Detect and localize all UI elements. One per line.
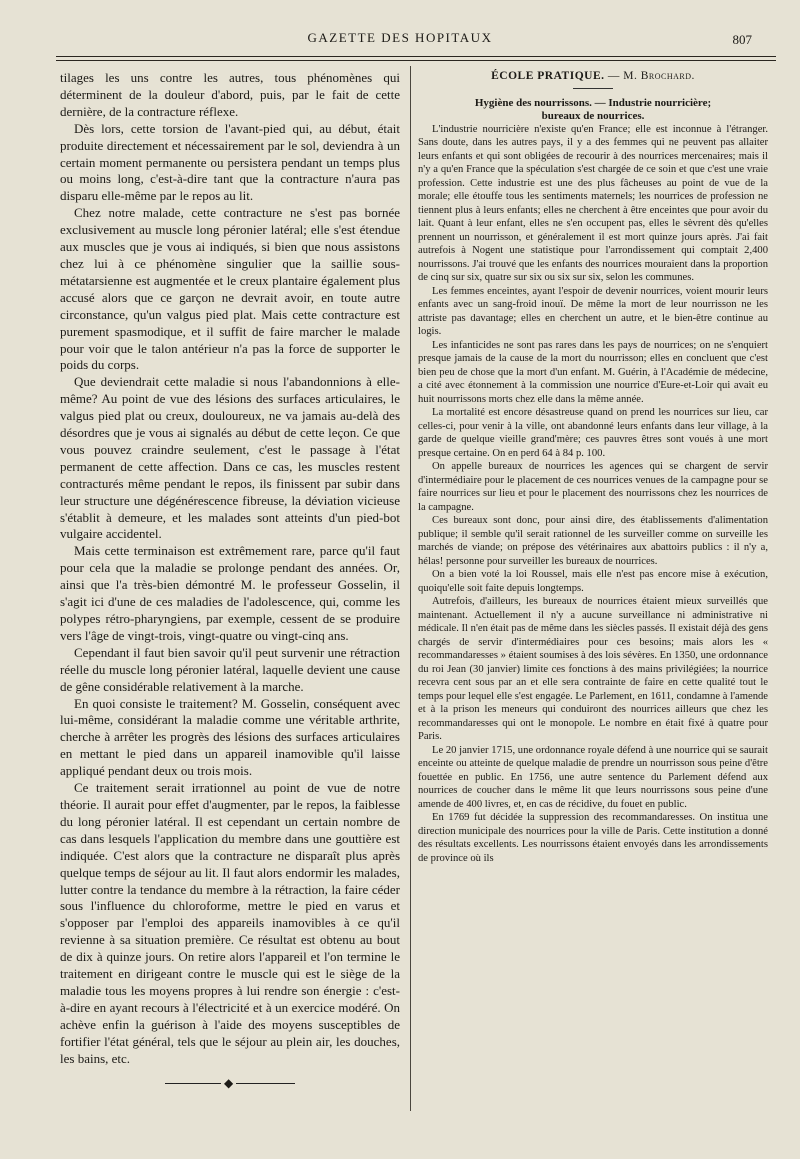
paragraph: On appelle bureaux de nourrices les agences qui se chargent de servir d'intermédiaire pour le placement de ces nourrices venues de la campagne pour se faire nourrices sur lieu et pour le placement des nourrissons chez les nourrices de la campagne. <box>418 461 768 513</box>
paragraph: En 1769 fut décidée la suppression des recommandaresses. On institua une direction municipale des nourrices pour la ville de Paris. Cette institution a donné des résultats excellents. Les nourrissons étaient envoyés dans les arrondissements de province où ils <box>418 812 768 864</box>
paragraph: Cependant il faut bien savoir qu'il peut survenir une rétraction réelle du muscle long péronier latéral, laquelle devient une cause de gêne considérable relativement à la marche. <box>60 644 400 694</box>
subtitle-line-1: Hygiène des nourrissons. — Industrie nourricière; <box>474 96 712 109</box>
paragraph: Les femmes enceintes, ayant l'espoir de devenir nourrices, voient mourir leurs enfants avec un sang-froid inouï. De même la mort de leur nourrisson ne les attriste pas davantage; elles en cherchent un autre, et le bien-être continue au logis. <box>418 285 768 337</box>
section-heading <box>418 70 768 84</box>
paragraph: Que deviendrait cette maladie si nous l'abandonnions à elle-même? Au point de vue des lésions des surfaces articulaires, le valgus pied plat ou creux, douloureux, ne va jamais au-delà des désordres que je vous ai signalés au début de cette leçon. Ce que vous pouvez craindre seulement, c'est le passage à l'état permanent de cette affection. Dans ce cas, les muscles restent contracturés même pendant le repos, ils finissent par subir dans leur structure une dégénérescence fibreuse, la déviation vicieuse s'établit à demeure, et les malades sont atteints d'un pied-bot vulgaire accidentel. <box>60 374 400 542</box>
paragraph: Ces bureaux sont donc, pour ainsi dire, des établissements d'alimentation publique; il semble qu'il serait rationnel de les surveiller comme on surveille les marchés de viande; on prépose des vétérinaires aux abattoirs publics : il n'y a, hélas! personne pour surveiller les bureaux de nourrices. <box>418 515 768 567</box>
header-rule <box>56 56 776 57</box>
paragraph: Le 20 janvier 1715, une ordonnance royale défend à une nourrice qui se saurait enceinte ou atteinte de quelque maladie de prendre un nourrisson sous peine d'être fouettée en public. En 1756, une autre sentence du Parlement défend aux nourrices de coucher dans le même lit que leurs nourrissons sous peine d'une amende de 400 livres, et, en cas de récidive, du fouet en public. <box>418 744 768 810</box>
section-rule <box>573 88 613 89</box>
right-column <box>418 70 768 865</box>
section-author: — M. Brochard. <box>607 70 695 82</box>
paragraph: L'industrie nourricière n'existe qu'en France; elle est inconnue à l'étranger. Sans doute, dans les autres pays, il y a des femmes qui ne peuvent pas allaiter leurs enfants et qui sont obligées de recourir à des nourrices mercenaires; mais il n'y a qu'en France que la spéculation s'est chargée de ce soin et que c'est une vraie profession. Cette industrie est une des plus fâcheuses au point de vue de la morale; elle étouffe tous les sentiments maternels; les nourrices de profession ne tiennent plus à leurs enfants; elles ne cherchent à être enceintes que pour avoir du lait. Quant à leur enfant, elles ne s'en occupent pas, elles le sèvrent dès qu'elles prennent un nourrisson, et généralement il est mort quinze jours après. J'ai fait autrefois à Nogent une statistique pour l'arrondissement qui comptait 2,400 nourrissons. J'ai trouvé que les enfants des nourrices mouraient dans la proportion de cinq sur six, quatre sur six ou six sur six, selon les communes. <box>418 123 768 283</box>
header-rule-secondary <box>56 60 776 61</box>
subtitle-line-2: bureaux de nourrices. <box>541 109 645 122</box>
paragraph: Dès lors, cette torsion de l'avant-pied qui, au début, était produite directement et nécessairement par le sol, deviendra à un certain moment permanente ou persistera pendant un temps plus ou moins long, c'est-à-dire tant que la contracture n'aura pas disparu elle-même par le repos au lit. <box>60 120 400 204</box>
paragraph: En quoi consiste le traitement? M. Gosselin, conséquent avec lui-même, considérant la maladie comme une véritable arthrite, cherche à arrêter les progrès des lésions des surfaces articulaires en mettant le pied dans un appareil inamovible qu'il laisse appliqué pendant deux ou trois mois. <box>60 695 400 779</box>
paragraph: Chez notre malade, cette contracture ne s'est pas bornée exclusivement au muscle long péronier latéral; elle s'est étendue aux muscles que je vous ai indiqués, si bien que nous assistons chez lui à ce phénomène singulier que la saillie sous-métatarsienne est augmentée et le creux plantaire également plus accusé alors que ce garçon ne devrait avoir, en toute autre circonstance, qu'un valgus pied plat. Mais cette contracture est purement spasmodique, et il suffit de faire marcher le malade pour voir que le talon antérieur n'a pas la force de supporter le poids du corps. <box>60 205 400 373</box>
paragraph: Autrefois, d'ailleurs, les bureaux de nourrices étaient mieux surveillés que maintenant. Actuellement il n'y a aucune surveillance ni administrative ni médicale. Il n'en était pas de même dans les siècles passés. Il existait déjà des gens chargés de servir d'intermédiaires pour ces besoins; mais alors les « recommandaresses » étaient soumises à des lois sévères. En 1350, une ordonnance du roi Jean (30 janvier) limite ces fonctions à des mains privilégiées; la nourrice recevra cent sous par an et elle sera contrainte de faire en cette qualité tout le temps pour lequel elle s'est engagée. Le Parlement, en 1611, condamne à l'amende et à la prison les meneurs qui conduiront des nourrices ailleurs que chez les recommandaresses qui ont le monopole. Le nombre en était fixé à quatre pour Paris. <box>418 596 768 742</box>
end-ornament: ◆ <box>165 1079 295 1089</box>
left-column <box>60 70 400 1089</box>
section-title: ÉCOLE PRATIQUE. <box>491 70 605 82</box>
article-subtitle <box>418 97 768 123</box>
paragraph: Mais cette terminaison est extrêmement rare, parce qu'il faut pour cela que la maladie se prolonge pendant des années. Or, ainsi que l'a très-bien démontré M. le professeur Gosselin, il s'agit ici d'une de ces maladies de l'adolescence, qui, comme les polypes rétro-pharyngiens, par exemple, cessent de se produire vers l'âge de vingt-trois, vingt-quatre ou vingt-cinq ans. <box>60 543 400 643</box>
paragraph: tilages les uns contre les autres, tous phénomènes qui déterminent de la douleur d'abord, puis, par le fait de cette dernière, de la contracture réflexe. <box>60 70 400 119</box>
paragraph: Ce traitement serait irrationnel au point de vue de notre théorie. Il aurait pour effet d'augmenter, par le repos, la faiblesse du long péronier latéral. Il est cependant un certain nombre de cas dans lesquels l'application du membre dans une gouttière est indiquée. C'est alors que la contracture ne disparaît plus après quelque temps de séjour au lit. Il faut alors endormir les malades, lutter contre la tendance du membre à la rétraction, la faire céder sous l'influence du chloroforme, mettre le pied en varus et s'opposer par l'emploi des appareils inamovibles à ce qu'il revienne à sa situation première. Ce résultat est obtenu au bout de dix à quinze jours. On retire alors l'appareil et l'on termine le traitement en dirigeant contre le muscle qui est le siège de la maladie tous les moyens propres à lui rendre son énergie : c'est-à-dire en ayant recours à l'électricité et à un exercice modéré. On achève enfin la guérison à l'aide des moyens susceptibles de fortifier l'état général, tels que le séjour au plein air, les douches, les bains, etc. <box>60 780 400 1066</box>
page-header-title: GAZETTE DES HOPITAUX <box>307 30 493 45</box>
paragraph: La mortalité est encore désastreuse quand on prend les nourrices sur lieu, car celles-ci, pour venir à la ville, ont abandonné leurs enfants dans leur village, à la garde de quelque vieille grand'mère; ces pauvres êtres sont voués à une mort presque certaine. On en perd 64 à 84 p. 100. <box>418 407 768 459</box>
paragraph: On a bien voté la loi Roussel, mais elle n'est pas encore mise à exécution, quoiqu'elle soit faite depuis longtemps. <box>418 569 768 594</box>
page-number: 807 <box>732 32 752 47</box>
paragraph: Les infanticides ne sont pas rares dans les pays de nourrices; on ne s'enquiert presque jamais de la cause de la mort du nourrisson; elles en concluent que c'est bien peu de chose que la mort d'un enfant. M. Guérin, à l'Académie de médecine, a cité avec étonnement à la commission une nourrice d'Eure-et-Loir qui avait eu huit nourrissons morts chez elle dans la même année. <box>418 339 768 405</box>
column-divider <box>410 66 411 1111</box>
